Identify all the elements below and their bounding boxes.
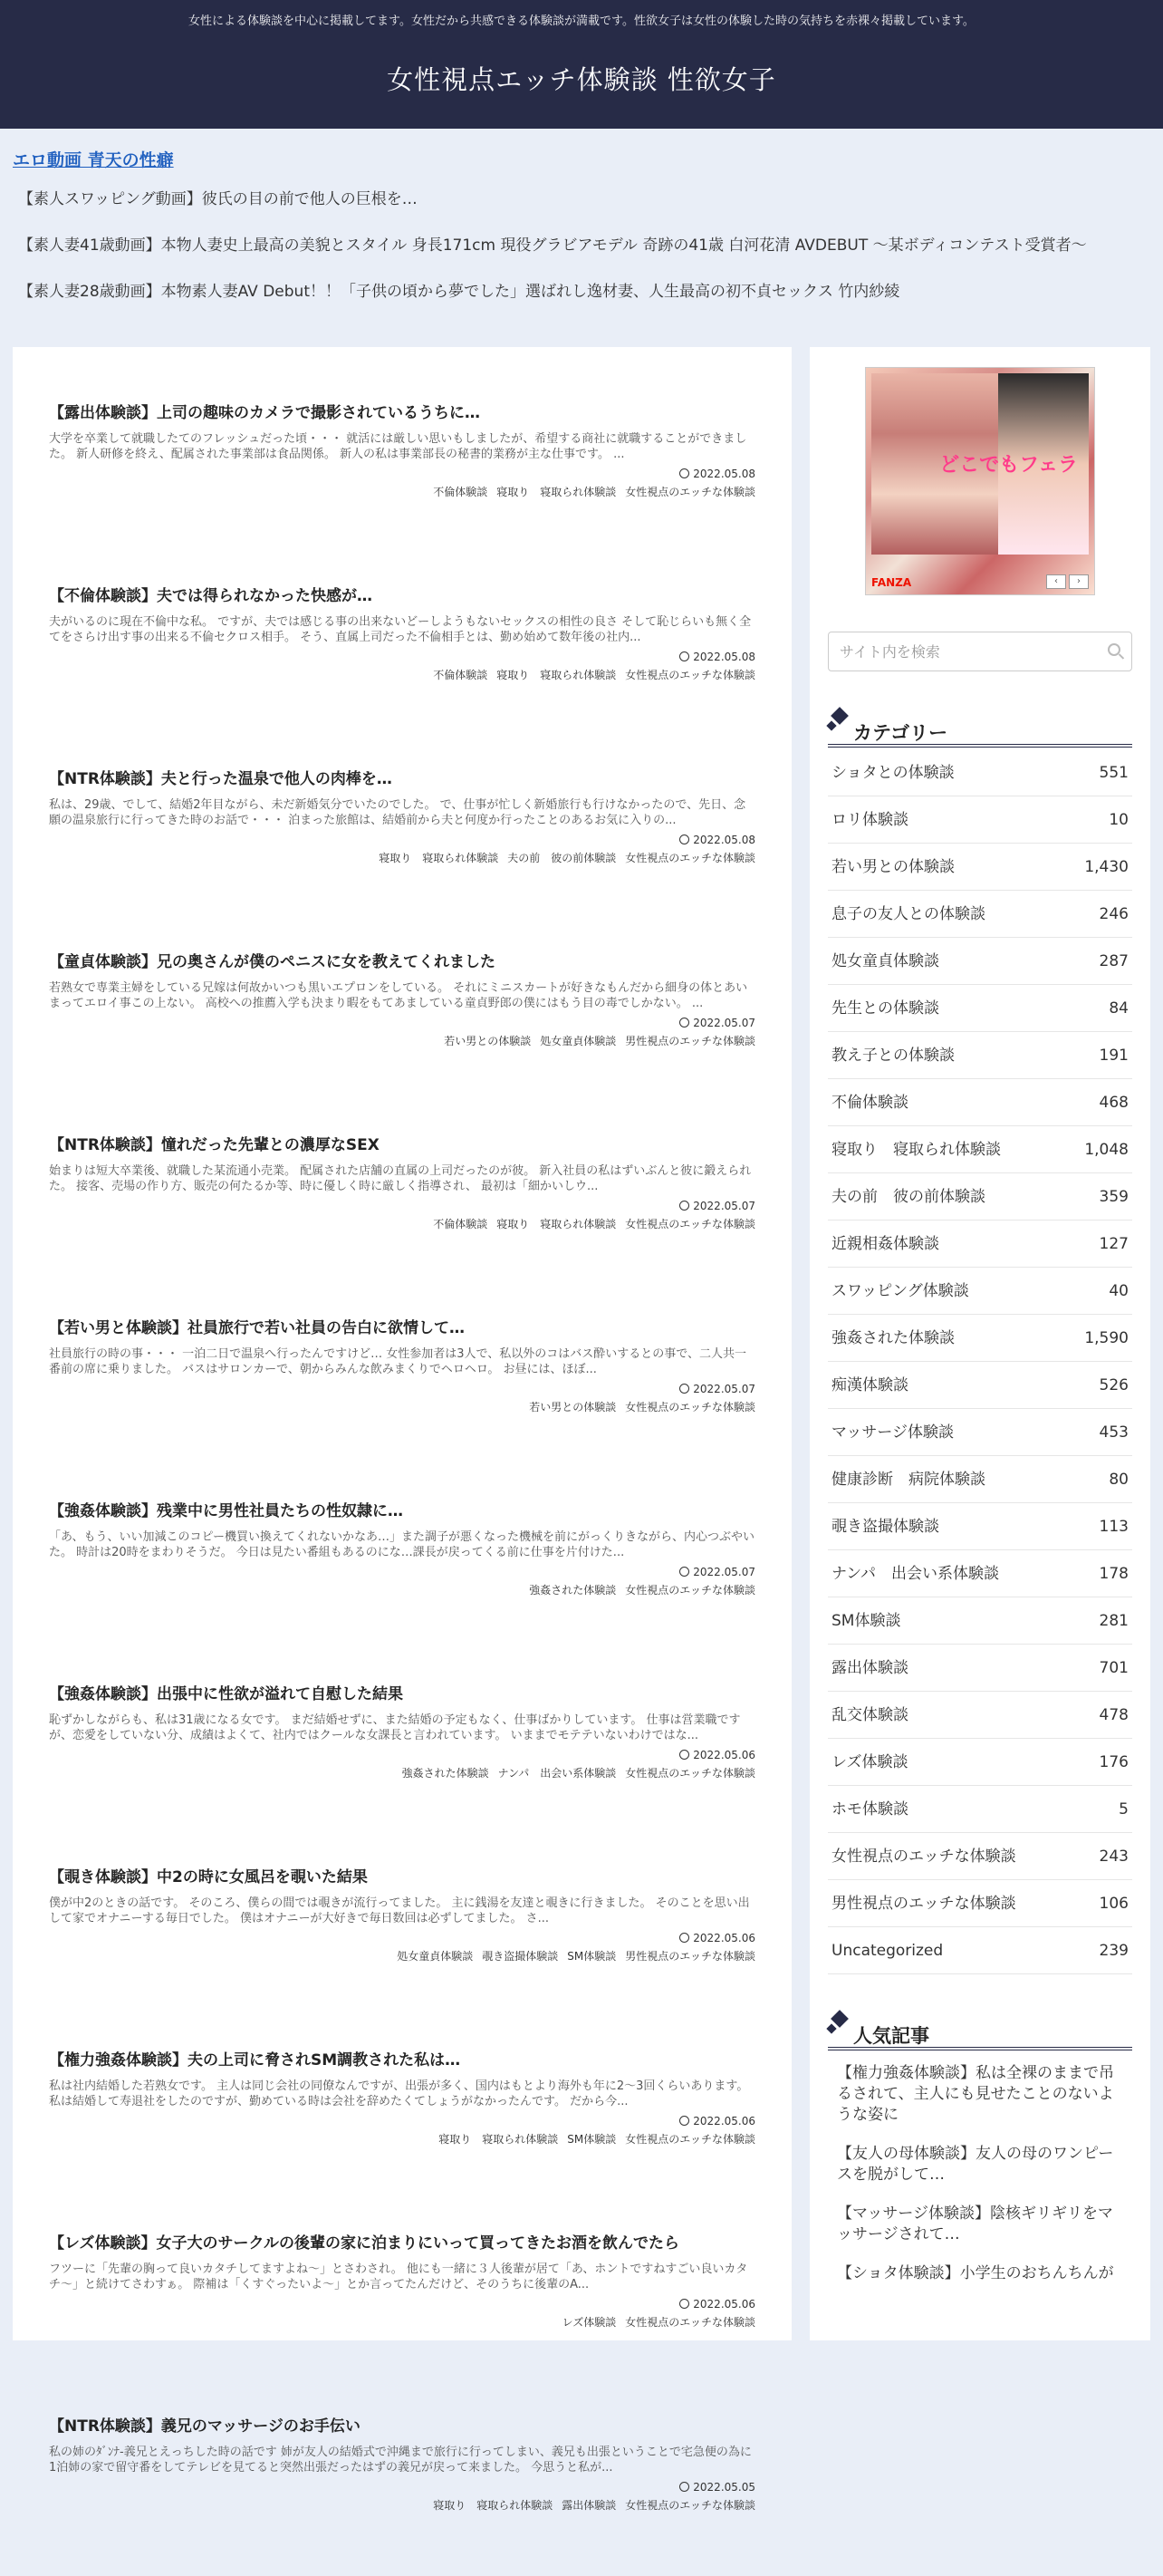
category-count: 176 xyxy=(1099,1753,1129,1771)
post-tag[interactable]: ナンパ 出会い系体験談 xyxy=(497,1767,617,1780)
post-tag[interactable]: 寝取り 寝取られ体験談 xyxy=(496,1218,617,1230)
clock-icon xyxy=(679,2116,689,2126)
category-count: 178 xyxy=(1099,1565,1129,1583)
category-count: 468 xyxy=(1099,1094,1129,1112)
category-name[interactable]: Uncategorized xyxy=(831,1942,944,1960)
post-title[interactable]: 【童貞体験談】兄の奥さんが僕のペニスに女を教えてくれました xyxy=(49,953,495,971)
post-excerpt: 僕が中2のときの話です。 そのころ、僕らの間では覗きが流行ってました。 主に銭湯を友達と覗きに行きました。 そのことを思い出して家でオナニーする毎日でした。 僕はオナニーが大好きで毎日数回は必ずしてました。 さ... xyxy=(49,1896,750,1925)
ad-main-link[interactable]: エロ動画 青天の性癖 xyxy=(13,150,174,170)
category-item[interactable] xyxy=(828,985,1132,1032)
post-excerpt: 私は社内結婚した若熟女です。 主人は同じ会社の同僚なんですが、出張が多く、国内はもとより海外も年に2～3回くらいあります。 私は結婚して寿退社をしたのですが、勤めている時は会社を辞めたくてしょうがなかったんです。 だから今... xyxy=(49,2079,749,2108)
post-tag[interactable]: 寝取り 寝取られ体験談 xyxy=(496,486,617,498)
post-tag[interactable]: 寝取り 寝取られ体験談 xyxy=(496,669,617,681)
post-tag[interactable]: 女性視点のエッチな体験談 xyxy=(625,1584,755,1597)
post-tag[interactable]: 女性視点のエッチな体験談 xyxy=(625,1218,755,1230)
post-tag[interactable]: SM体験談 xyxy=(567,2133,617,2146)
category-count: 281 xyxy=(1099,1612,1129,1630)
post-item[interactable] xyxy=(49,583,755,746)
post-date xyxy=(49,1017,755,1029)
post-tag[interactable]: 寝取り 寝取られ体験談 xyxy=(379,852,499,864)
post-tag[interactable]: SM体験談 xyxy=(567,1950,617,1963)
post-date xyxy=(49,834,755,846)
post-excerpt: 始まりは短大卒業後、就職した某流通小売業。 配属された店舗の直属の上司だったのが彼。 新入社員の私はずいぶんと彼に鍛えられた。 接客、売場の作り方、販売の何たるか等、時に優しく時に厳しく指導され、 最初は「細かいしウ... xyxy=(49,1164,752,1193)
post-tag[interactable]: 男性視点のエッチな体験談 xyxy=(625,1950,755,1963)
post-tags xyxy=(49,1399,755,1414)
post-title[interactable]: 【レズ体験談】女子大のサークルの後輩の家に泊まりにいって買ってきたお酒を飲んでたら xyxy=(49,2234,679,2253)
post-title[interactable]: 【不倫体験談】夫では得られなかった快感が… xyxy=(49,587,372,605)
post-title[interactable]: 【露出体験談】上司の趣味のカメラで撮影されているうちに… xyxy=(49,404,480,422)
category-item[interactable] xyxy=(828,1032,1132,1079)
category-item[interactable] xyxy=(828,1079,1132,1126)
popular-widget-header xyxy=(828,2012,1132,2050)
category-item[interactable] xyxy=(828,1645,1132,1692)
category-name[interactable]: ホモ体験談 xyxy=(831,1800,908,1819)
category-name[interactable]: 不倫体験談 xyxy=(831,1094,908,1112)
category-item[interactable] xyxy=(828,1362,1132,1409)
post-tag[interactable]: 寝取り 寝取られ体験談 xyxy=(433,2499,553,2512)
category-name[interactable]: 健康診断 病院体験談 xyxy=(831,1471,985,1489)
category-item[interactable] xyxy=(828,1786,1132,1833)
post-title[interactable]: 【NTR体験談】義兄のマッサージのお手伝い xyxy=(49,2417,360,2436)
post-tag[interactable]: 男性視点のエッチな体験談 xyxy=(625,1035,755,1047)
clock-icon xyxy=(679,2482,689,2492)
category-count: 287 xyxy=(1099,952,1129,970)
category-item[interactable] xyxy=(828,891,1132,938)
post-excerpt: 大学を卒業して就職したてのフレッシュだった頃・・・ 就活には厳しい思いもしましたが、希望する商社に就職することができました。 新人研修を終え、配属された事業部は食品関係。 新人の私は事業部長の秘書的業務が主な仕事です。 ... xyxy=(49,432,747,461)
post-date-text: 2022.05.08 xyxy=(693,651,755,663)
post-tags xyxy=(49,850,755,865)
post-date xyxy=(49,2115,755,2127)
category-item[interactable] xyxy=(828,1503,1132,1550)
category-name[interactable]: 近親相姦体験談 xyxy=(831,1235,939,1253)
post-item[interactable] xyxy=(49,1498,755,1661)
post-date-text: 2022.05.07 xyxy=(693,1017,755,1029)
category-count: 478 xyxy=(1099,1706,1129,1724)
category-list xyxy=(828,749,1132,1974)
category-count: 701 xyxy=(1099,1659,1129,1677)
category-item[interactable] xyxy=(828,1268,1132,1315)
post-tag[interactable]: 夫の前 彼の前体験談 xyxy=(507,852,617,864)
post-tag[interactable]: 女性視点のエッチな体験談 xyxy=(625,486,755,498)
category-item[interactable] xyxy=(828,749,1132,796)
fanza-logo: FANZA xyxy=(871,576,912,589)
post-tag[interactable]: 女性視点のエッチな体験談 xyxy=(625,2133,755,2146)
post-tag[interactable]: 女性視点のエッチな体験談 xyxy=(625,1401,755,1413)
category-count: 551 xyxy=(1099,764,1129,782)
search-input[interactable] xyxy=(829,632,1131,671)
category-count: 106 xyxy=(1099,1895,1129,1913)
banner-label: どこでもフェラ xyxy=(939,454,1078,477)
search-icon[interactable] xyxy=(1108,643,1120,656)
post-tag[interactable]: 処女童貞体験談 xyxy=(397,1950,474,1963)
category-item[interactable] xyxy=(828,1692,1132,1739)
post-excerpt: 恥ずかしながらも、私は31歳になる女です。 まだ結婚せずに、また結婚の予定もなく、仕事ばかりしています。 仕事は営業職ですが、恋愛をしていない分、成績はよくて、社内ではクールな女課長と言われています。 いままでモテテいないわけではな... xyxy=(49,1713,741,1742)
post-date-text: 2022.05.06 xyxy=(693,2298,755,2311)
post-item[interactable] xyxy=(49,2230,755,2393)
post-tags xyxy=(49,1948,755,1963)
category-name[interactable]: レズ体験談 xyxy=(831,1753,908,1771)
clock-icon xyxy=(679,1750,689,1760)
category-name[interactable]: マッサージ体験談 xyxy=(831,1423,954,1442)
post-excerpt: フツーに「先輩の胸って良いカタチしてますよね～」とさわされ。 他にも一緒に３人後輩が居て「あ、ホントですねすごい良いカタチ～」と続けてさわすぁ。 際補は「くすぐったいよ～」とか言ってたんだけど、そのうちに後輩のA... xyxy=(49,2262,748,2291)
category-item[interactable] xyxy=(828,1220,1132,1268)
post-tags xyxy=(49,2314,755,2330)
post-item[interactable] xyxy=(49,1132,755,1295)
category-item[interactable] xyxy=(828,1927,1132,1974)
post-excerpt: 若熟女で専業主婦をしている兄嫁は何故かいつも黒いエプロンをしている。 それにミニスカートが好きなもんだから細身の体とあいまってエロイ事この上ない。 高校への推薦入学も決まり暇をもてあましている童貞野郎の僕にはもう目の毒でしかない。 ... xyxy=(49,981,748,1010)
post-item[interactable] xyxy=(49,1681,755,1844)
post-excerpt: 私は、29歳、でして、結婚2年目ながら、未だ新婚気分でいたのでした。 で、仕事が忙しく新婚旅行も行けなかったので、先日、念願の温泉旅行に行ってきた時のお話で・・・ 泊まった旅館は、結婚前から夫と何度か行ったことのあるお気に入りの... xyxy=(49,798,746,827)
popular-post-link[interactable]: 【友人の母体験談】友人の母のワンピースを脱がして… xyxy=(837,2145,1114,2184)
post-item[interactable] xyxy=(49,400,755,563)
post-date-text: 2022.05.06 xyxy=(693,1749,755,1761)
category-count: 453 xyxy=(1099,1423,1129,1442)
category-name[interactable]: 若い男との体験談 xyxy=(831,858,955,876)
post-list xyxy=(13,347,792,2512)
post-date xyxy=(49,468,755,480)
post-title[interactable]: 【権力強姦体験談】夫の上司に脅されSM調教された私は… xyxy=(49,2051,461,2069)
clock-icon xyxy=(679,835,689,844)
category-name[interactable]: ショタとの体験談 xyxy=(831,764,955,782)
category-item[interactable] xyxy=(828,1833,1132,1880)
category-name[interactable]: SM体験談 xyxy=(831,1612,901,1630)
category-name[interactable]: ロリ体験談 xyxy=(831,811,908,829)
popular-list xyxy=(828,2063,1132,2284)
post-tag[interactable]: レズ体験談 xyxy=(562,2316,617,2329)
post-tag[interactable]: 若い男との体験談 xyxy=(444,1035,532,1047)
post-tag[interactable]: 覗き盗撮体験談 xyxy=(482,1950,559,1963)
post-tag[interactable]: 寝取り 寝取られ体験談 xyxy=(438,2133,559,2146)
category-name[interactable]: ナンパ 出会い系体験談 xyxy=(831,1565,999,1583)
diamond-icon xyxy=(826,720,836,730)
post-excerpt: 社員旅行の時の事・・・ 一泊二日で温泉へ行ったんですけど… 女性参加者は3人で、私以外のコはバス酔いするとの事で、二人共一番前の席に乗りました。 バスはサロンカーで、朝からみんな飲みまくりでヘロヘロ。 お昼には、ほぼ... xyxy=(49,1347,747,1376)
post-tag[interactable]: 女性視点のエッチな体験談 xyxy=(625,852,755,864)
post-excerpt: 夫がいるのに現在不倫中な私。 ですが、夫では感じる事の出来ないどーしようもないセックスの相性の良さ そして恥じらいも無く全てをさらけ出す事の出来る不倫セクロス相手。 そう、直属上司だった不倫相手とは、勤め始めて数年後の社内... xyxy=(49,615,752,644)
post-tag[interactable]: 強姦された体験談 xyxy=(529,1584,617,1597)
post-date-text: 2022.05.07 xyxy=(693,1566,755,1578)
post-excerpt: 私の姉のﾀﾞﾝﾅ-義兄とえっちした時の話です 姉が友人の結婚式で沖縄まで旅行に行ってしまい、義兄も出張ということで宅急便の為に1泊姉の家で留守番をしてテレビを見てると突然出張だったはずの義兄が戻って来ました。 今思うと私が... xyxy=(49,2446,752,2475)
ad-links xyxy=(0,129,1163,328)
clock-icon xyxy=(679,2299,689,2309)
category-name[interactable]: 処女童貞体験談 xyxy=(831,952,939,970)
post-tags xyxy=(49,1033,755,1048)
post-tags xyxy=(49,2497,755,2513)
clock-icon xyxy=(679,1201,689,1211)
post-date xyxy=(49,1932,755,1944)
category-item[interactable] xyxy=(828,1315,1132,1362)
category-name[interactable]: スワッピング体験談 xyxy=(831,1282,969,1300)
category-count: 84 xyxy=(1109,999,1129,1018)
post-title[interactable]: 【強姦体験談】出張中に性欲が溢れて自慰した結果 xyxy=(49,1685,403,1703)
category-count: 40 xyxy=(1109,1282,1129,1300)
post-tag[interactable]: 不倫体験談 xyxy=(433,1218,488,1230)
category-count: 239 xyxy=(1099,1942,1129,1960)
category-item[interactable] xyxy=(828,1880,1132,1927)
post-title[interactable]: 【強姦体験談】残業中に男性社員たちの性奴隷に… xyxy=(49,1502,403,1520)
category-count: 359 xyxy=(1099,1188,1129,1206)
post-item[interactable] xyxy=(49,1864,755,2027)
category-name[interactable]: 教え子との体験談 xyxy=(831,1047,955,1065)
post-tags xyxy=(49,1765,755,1780)
post-date-text: 2022.05.05 xyxy=(693,2481,755,2494)
post-tags xyxy=(49,1216,755,1231)
category-name[interactable]: 露出体験談 xyxy=(831,1659,908,1677)
post-date xyxy=(49,1749,755,1761)
post-item[interactable] xyxy=(49,949,755,1112)
post-date xyxy=(49,651,755,663)
ad-link[interactable]: 【素人妻41歳動画】本物人妻史上最高の美貌とスタイル 身長171cm 現役グラビアモデル 奇跡の41歳 白河花清 AVDEBUT ～某ボディコンテスト受賞者～ xyxy=(18,236,1087,255)
category-name[interactable]: 女性視点のエッチな体験談 xyxy=(831,1848,1016,1866)
category-title: カテゴリー xyxy=(853,722,948,744)
search-box xyxy=(828,632,1132,671)
category-item[interactable] xyxy=(828,1597,1132,1645)
category-name[interactable]: 寝取り 寝取られ体験談 xyxy=(831,1141,1001,1159)
clock-icon xyxy=(679,468,689,478)
popular-post-link[interactable]: 【ショタ体験談】小学生のおちんちんが xyxy=(837,2264,1114,2282)
site-title[interactable]: 女性視点エッチ体験談 性欲女子 xyxy=(387,64,776,95)
category-count: 113 xyxy=(1099,1518,1129,1536)
post-tag[interactable]: 強姦された体験談 xyxy=(401,1767,489,1780)
post-tag[interactable]: 女性視点のエッチな体験談 xyxy=(625,1767,755,1780)
category-count: 1,590 xyxy=(1084,1329,1129,1347)
post-excerpt: 「あ、もう、いい加減このコピー機買い換えてくれないかなあ…」また調子が悪くなった機械を前にがっくりきながら、内心つぶやいた。 時計は20時をまわりそうだ。 今日は見たい番組もあるのにな…課長が戻ってくる前に仕事を片付けた... xyxy=(49,1530,755,1559)
category-name[interactable]: 夫の前 彼の前体験談 xyxy=(831,1188,985,1206)
category-name[interactable]: 先生との体験談 xyxy=(831,999,939,1018)
category-name[interactable]: 強姦された体験談 xyxy=(831,1329,955,1347)
post-date-text: 2022.05.07 xyxy=(693,1200,755,1212)
banner-prev-button[interactable]: ‹ xyxy=(1046,574,1066,589)
category-name[interactable]: 乱交体験談 xyxy=(831,1706,908,1724)
ad-link[interactable]: 【素人スワッピング動画】彼氏の目の前で他人の巨根を… xyxy=(18,190,418,208)
sidebar xyxy=(810,347,1150,2340)
popular-post-link[interactable]: 【マッサージ体験談】陰核ギリギリをマッサージされて… xyxy=(837,2205,1113,2243)
category-count: 243 xyxy=(1099,1848,1129,1866)
post-title[interactable]: 【NTR体験談】夫と行った温泉で他人の肉棒を… xyxy=(49,770,392,788)
post-tag[interactable]: 露出体験談 xyxy=(562,2499,617,2512)
post-tag[interactable]: 不倫体験談 xyxy=(433,669,488,681)
category-item[interactable] xyxy=(828,1550,1132,1597)
post-tag[interactable]: 女性視点のエッチな体験談 xyxy=(625,2499,755,2512)
category-item[interactable] xyxy=(828,1126,1132,1173)
post-date-text: 2022.05.06 xyxy=(693,2115,755,2127)
post-date xyxy=(49,2298,755,2311)
post-date xyxy=(49,1200,755,1212)
category-count: 1,048 xyxy=(1084,1141,1129,1159)
post-tag[interactable]: 不倫体験談 xyxy=(433,486,488,498)
post-item[interactable] xyxy=(49,1315,755,1478)
post-tags xyxy=(49,667,755,682)
post-date-text: 2022.05.08 xyxy=(693,468,755,480)
category-name[interactable]: 覗き盗撮体験談 xyxy=(831,1518,939,1536)
post-tag[interactable]: 女性視点のエッチな体験談 xyxy=(625,2316,755,2329)
diamond-icon xyxy=(826,2023,836,2033)
post-date xyxy=(49,2481,755,2494)
post-item[interactable] xyxy=(49,2413,755,2576)
category-name[interactable]: 男性視点のエッチな体験談 xyxy=(831,1895,1016,1913)
site-header xyxy=(0,0,1163,129)
category-item[interactable] xyxy=(828,938,1132,985)
post-date xyxy=(49,1383,755,1395)
post-tag[interactable]: 女性視点のエッチな体験談 xyxy=(625,669,755,681)
category-count: 246 xyxy=(1099,905,1129,923)
post-tag[interactable]: 処女童貞体験談 xyxy=(540,1035,617,1047)
ad-link[interactable]: 【素人妻28歳動画】本物素人妻AV Debut！！「子供の頃から夢でした」選ばれし逸材妻、人生最高の初不貞セックス 竹内紗綾 xyxy=(18,283,900,301)
clock-icon xyxy=(679,1384,689,1394)
category-item[interactable] xyxy=(828,1173,1132,1220)
category-item[interactable] xyxy=(828,844,1132,891)
post-tags xyxy=(49,2131,755,2147)
category-count: 526 xyxy=(1099,1376,1129,1394)
clock-icon xyxy=(679,1567,689,1577)
site-tagline: 女性による体験談を中心に掲載してます。女性だから共感できる体験談が満載です。性欲女子は女性の体験した時の気持ちを赤裸々掲載しています。 xyxy=(188,14,975,28)
clock-icon xyxy=(679,1933,689,1943)
post-date xyxy=(49,1566,755,1578)
post-tag[interactable]: 若い男との体験談 xyxy=(529,1401,617,1413)
post-date-text: 2022.05.07 xyxy=(693,1383,755,1395)
category-count: 1,430 xyxy=(1084,858,1129,876)
category-item[interactable] xyxy=(828,1409,1132,1456)
post-tags xyxy=(49,1582,755,1597)
popular-post-link[interactable]: 【権力強姦体験談】私は全裸のままで吊るされて、主人にも見せたことのないような姿に xyxy=(837,2064,1114,2124)
post-item[interactable] xyxy=(49,766,755,929)
category-item[interactable] xyxy=(828,1739,1132,1786)
category-count: 10 xyxy=(1109,811,1129,829)
banner-next-button[interactable]: › xyxy=(1069,574,1089,589)
clock-icon xyxy=(679,651,689,661)
category-item[interactable] xyxy=(828,1456,1132,1503)
post-title[interactable]: 【覗き体験談】中2の時に女風呂を覗いた結果 xyxy=(49,1868,368,1886)
category-count: 191 xyxy=(1099,1047,1129,1065)
post-title[interactable]: 【若い男と体験談】社員旅行で若い社員の告白に欲情して… xyxy=(49,1319,465,1337)
category-count: 127 xyxy=(1099,1235,1129,1253)
ad-banner[interactable] xyxy=(865,367,1095,595)
popular-title: 人気記事 xyxy=(853,2025,929,2047)
category-name[interactable]: 痴漢体験談 xyxy=(831,1376,908,1394)
category-widget-header xyxy=(828,709,1132,748)
post-date-text: 2022.05.06 xyxy=(693,1932,755,1944)
post-date-text: 2022.05.08 xyxy=(693,834,755,846)
post-tags xyxy=(49,484,755,499)
post-title[interactable]: 【NTR体験談】憧れだった先輩との濃厚なSEX xyxy=(49,1136,380,1154)
category-count: 5 xyxy=(1119,1800,1129,1819)
post-item[interactable] xyxy=(49,2047,755,2210)
category-name[interactable]: 息子の友人との体験談 xyxy=(831,905,985,923)
category-item[interactable] xyxy=(828,796,1132,844)
clock-icon xyxy=(679,1018,689,1028)
category-count: 80 xyxy=(1109,1471,1129,1489)
